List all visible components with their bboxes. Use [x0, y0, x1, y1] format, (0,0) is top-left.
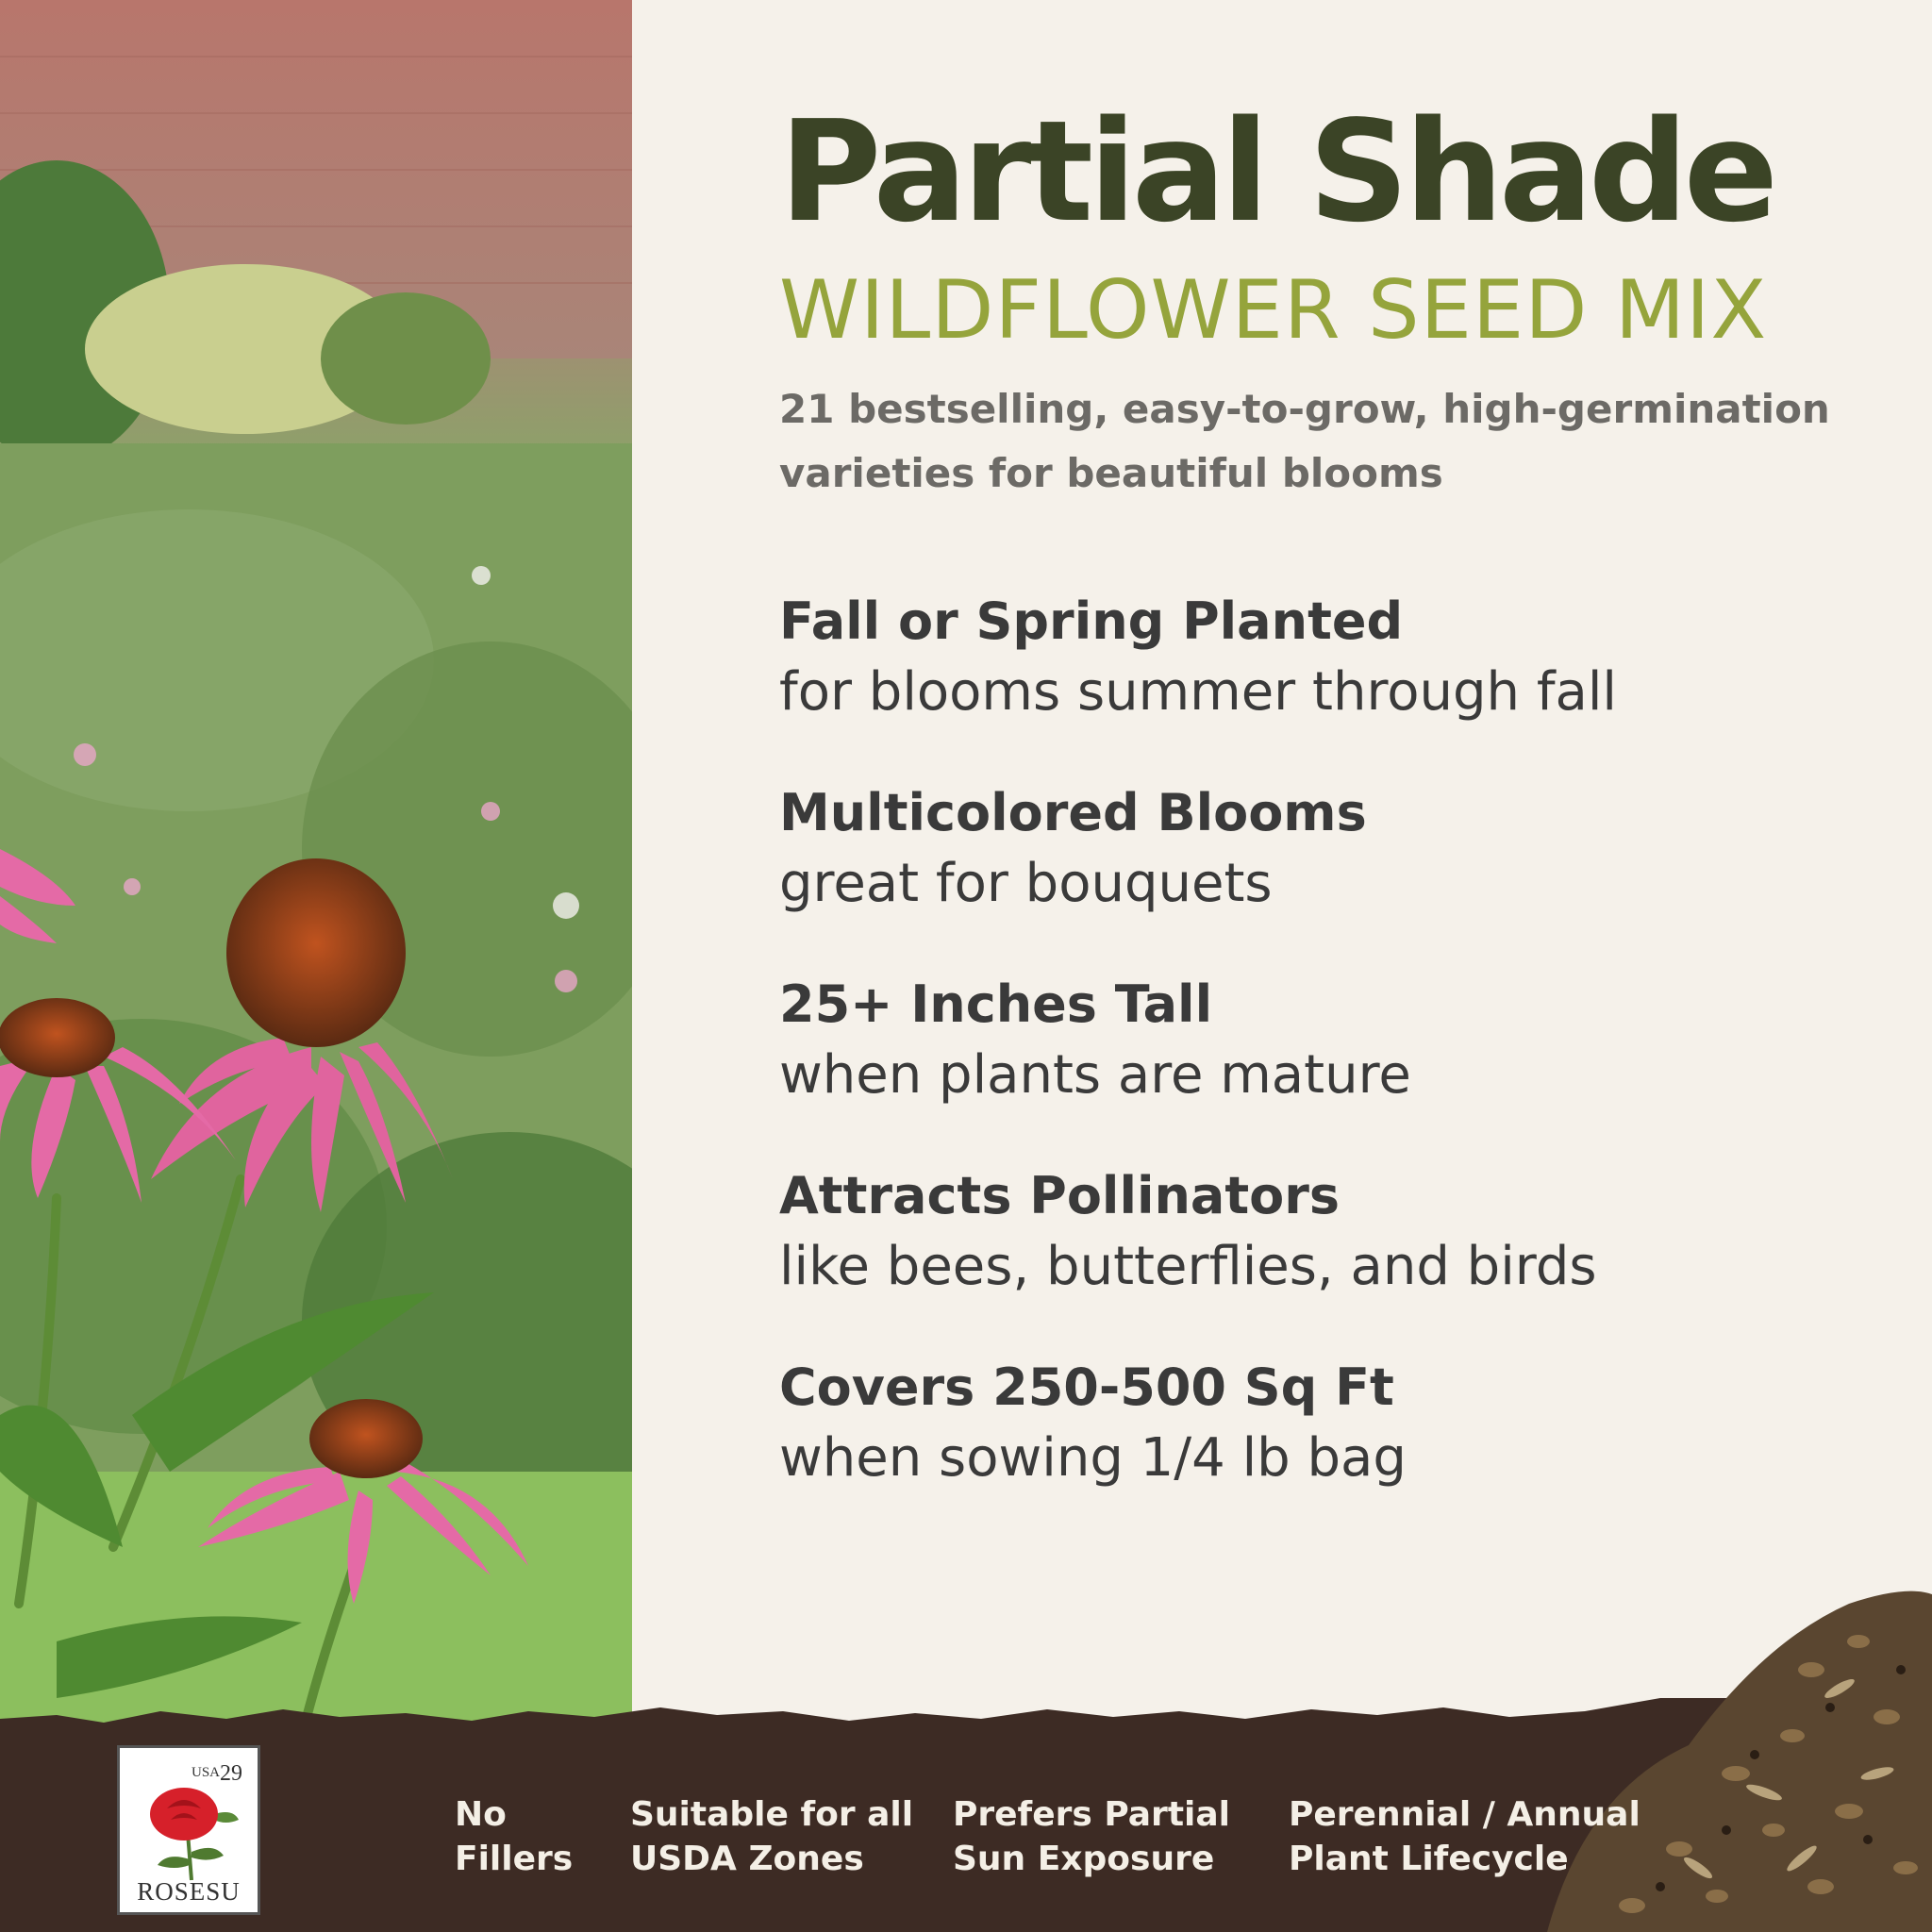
product-subtitle: WILDFLOWER SEED MIX [779, 263, 1768, 358]
feature-subtitle: for blooms summer through fall [779, 661, 1617, 723]
feature-title: Multicolored Blooms [779, 783, 1367, 842]
feature-title: Fall or Spring Planted [779, 591, 1404, 651]
garden-photo [0, 0, 632, 1736]
brand-name: ROSESU [137, 1877, 241, 1906]
rose-icon [129, 1776, 248, 1882]
brand-stamp-logo [117, 1745, 260, 1915]
feature-item [779, 783, 1874, 914]
feature-subtitle: when sowing 1/4 lb bag [779, 1427, 1407, 1489]
feature-subtitle: when plants are mature [779, 1044, 1411, 1106]
feature-subtitle: like bees, butterflies, and birds [779, 1236, 1597, 1297]
feature-item [779, 974, 1874, 1106]
product-title: Partial Shade [779, 91, 1774, 253]
feature-subtitle: great for bouquets [779, 853, 1273, 914]
feature-item [779, 591, 1874, 723]
stamp-denomination: USA29 [191, 1761, 242, 1786]
footer-attribute-sun-exposure: Prefers Partial Sun Exposure [953, 1795, 1230, 1878]
footer-attribute-lifecycle: Perennial / Annual Plant Lifecycle [1289, 1795, 1641, 1878]
coneflower-illustration [0, 0, 632, 1736]
footer-attribute-no-fillers: No Fillers [455, 1795, 574, 1878]
footer-attribute-usda-zones: Suitable for all USDA Zones [630, 1795, 914, 1878]
feature-title: 25+ Inches Tall [779, 974, 1213, 1034]
feature-item [779, 1166, 1874, 1297]
feature-item [779, 1357, 1874, 1489]
feature-title: Covers 250-500 Sq Ft [779, 1357, 1394, 1417]
feature-title: Attracts Pollinators [779, 1166, 1341, 1225]
product-tagline: 21 bestselling, easy-to-grow, high-germination varieties for beautiful blooms [779, 386, 1830, 496]
